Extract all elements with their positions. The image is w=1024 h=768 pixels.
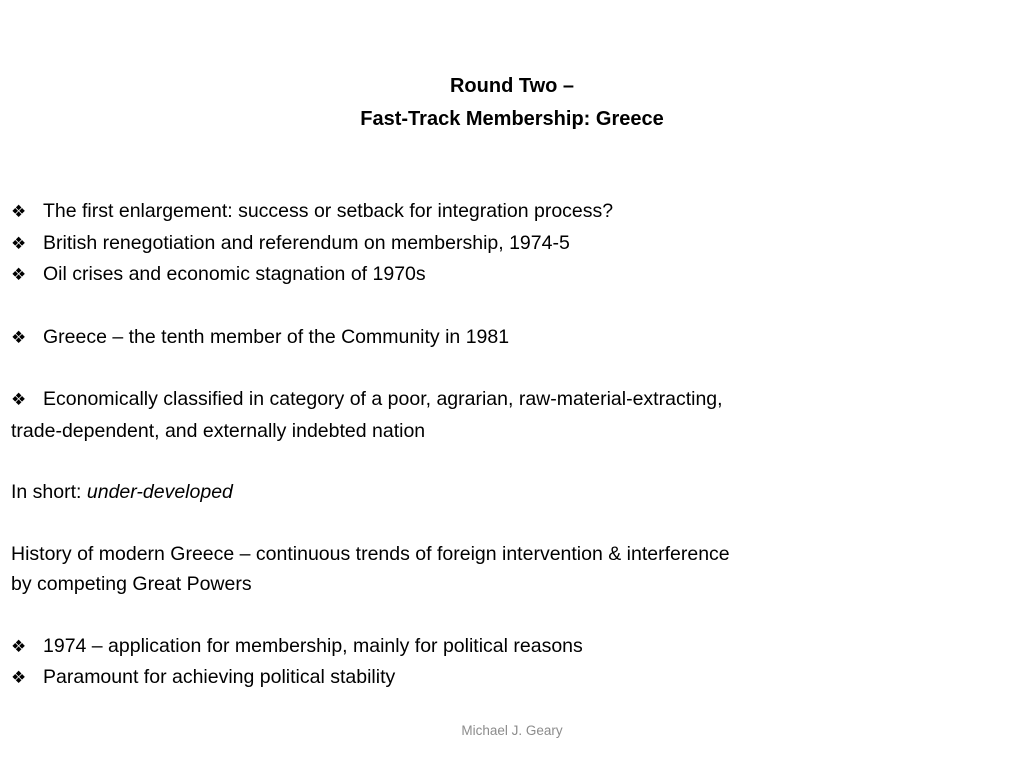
in-short-prefix: In short:: [11, 481, 87, 504]
diamond-bullet-icon: ❖: [11, 390, 27, 410]
bullet-text: Greece – the tenth member of the Community in 1981: [43, 325, 510, 348]
bullet-text: Paramount for achieving political stability: [43, 666, 396, 689]
diamond-bullet-icon: ❖: [11, 636, 27, 656]
in-short-emphasis: under-developed: [86, 481, 233, 504]
title-line-1: Round Two –: [449, 75, 575, 97]
footer-author: Michael J. Geary: [461, 723, 563, 738]
bullet-item: [11, 631, 1011, 663]
slide-title: [0, 70, 1024, 136]
bullet-item: [11, 384, 1011, 416]
history-line-1: History of modern Greece – continuous trends of foreign intervention & interference: [11, 542, 730, 565]
bullet-continuation: trade-dependent, and externally indebted nation: [11, 419, 426, 442]
bullet-text: The first enlargement: success or setback for integration process?: [43, 200, 614, 222]
bullet-item: [11, 196, 1011, 228]
slide-content: [11, 196, 1011, 694]
bullet-item: [11, 662, 1011, 694]
bullet-item: [11, 322, 1011, 354]
bullet-text: Economically classified in category of a poor, agrarian, raw-material-extracting,: [43, 388, 723, 411]
bullet-text: Oil crises and economic stagnation of 1970s: [43, 263, 426, 286]
bullet-item: [11, 228, 1011, 260]
bullet-text: 1974 – application for membership, mainly for political reasons: [43, 634, 583, 657]
diamond-bullet-icon: ❖: [11, 327, 27, 347]
bullet-item: [11, 259, 1011, 291]
diamond-bullet-icon: ❖: [11, 668, 27, 688]
diamond-bullet-icon: ❖: [11, 233, 27, 253]
title-line-2: Fast-Track Membership: Greece: [360, 108, 664, 130]
in-short-line: [11, 477, 1011, 508]
history-line-2: by competing Great Powers: [11, 573, 252, 596]
bullet-text: British renegotiation and referendum on membership, 1974-5: [43, 231, 570, 254]
diamond-bullet-icon: ❖: [11, 265, 27, 285]
diamond-bullet-icon: ❖: [11, 202, 27, 221]
